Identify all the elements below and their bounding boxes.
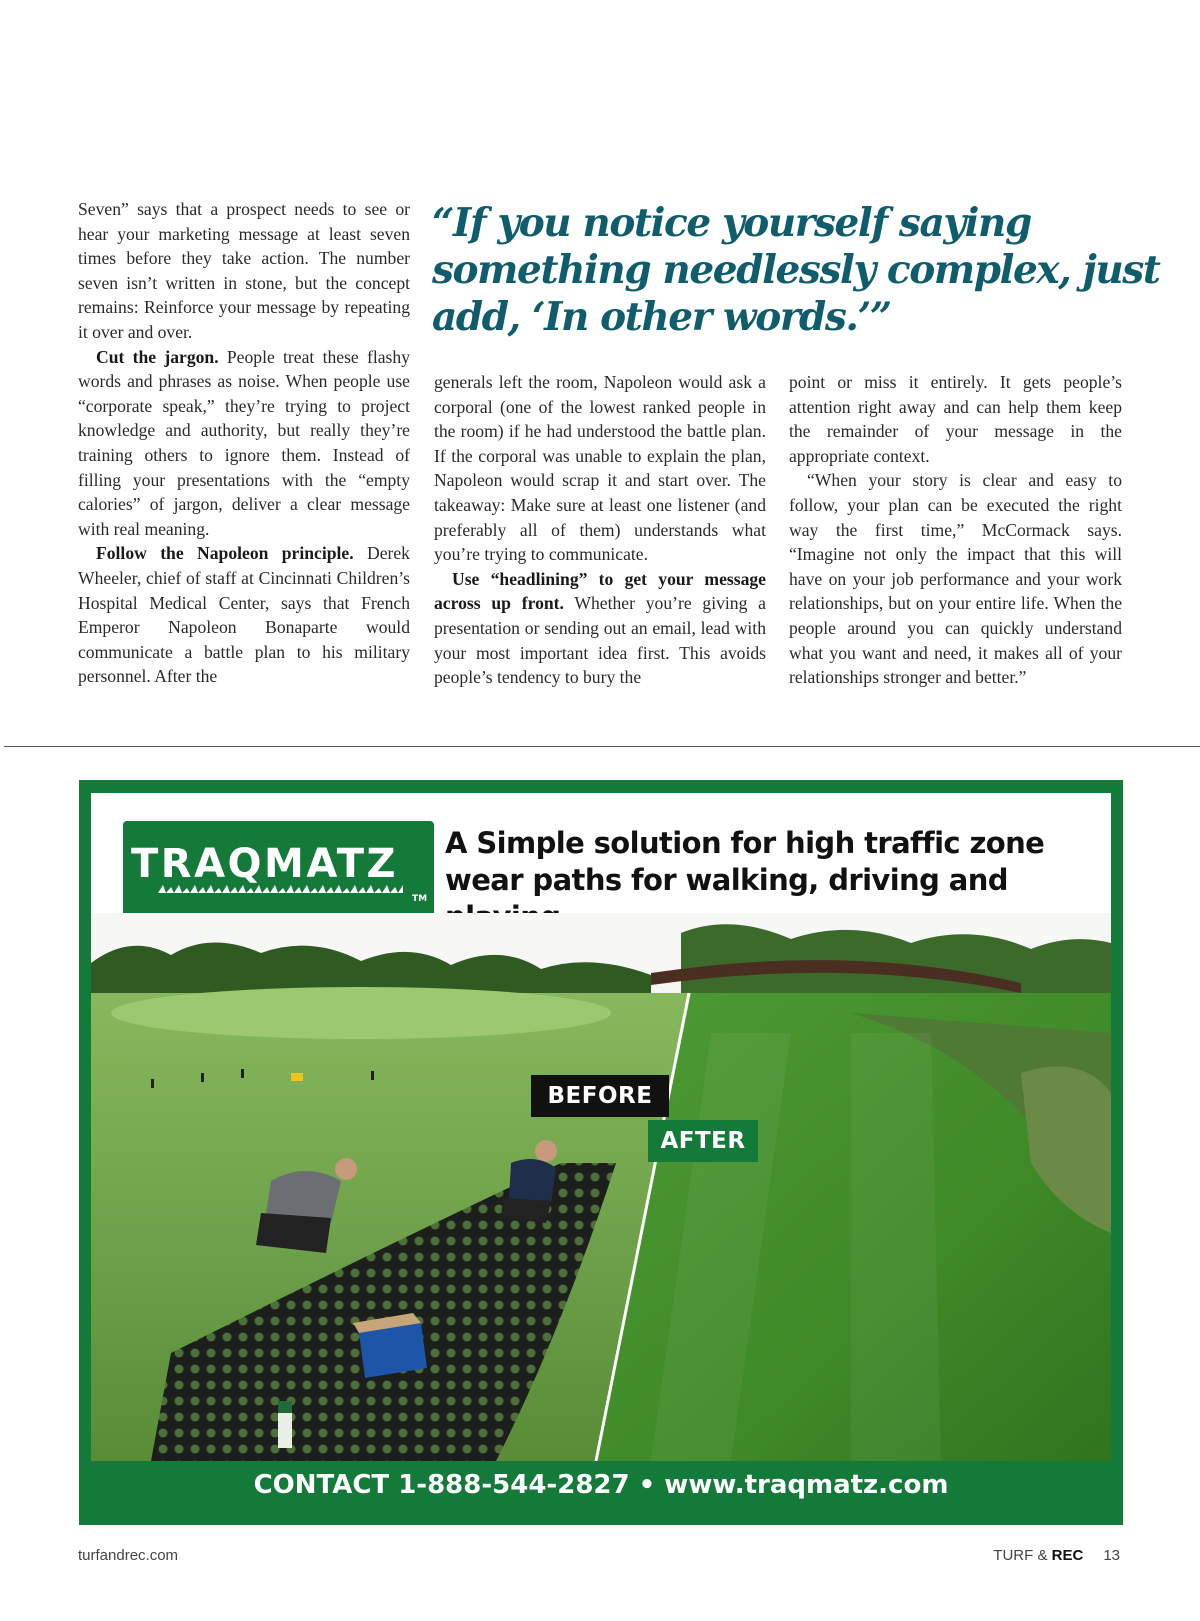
before-after-photo [91, 913, 1111, 1461]
pull-quote: “If you notice yourself saying something needlessly complex, just add, ‘In other words.’” [432, 200, 1160, 340]
article-column-2 [434, 370, 766, 690]
footer-website[interactable]: turfandrec.com [78, 1547, 179, 1564]
trademark-mark: TM [412, 894, 428, 904]
article-paragraph: generals left the room, Napoleon would ask a corporal (one of the lowest ranked people in the room) if he had understood the battle plan. If the corporal was unable to explain the plan, Napoleon would scrap it and start over. The takeaway: Make sure at least one listener (and preferably all of them) understands what you’re trying to communicate. [434, 372, 766, 565]
article-column-3 [789, 370, 1122, 690]
paragraph-text: Whether you’re giving a presentation or sending out an email, lead with your most important idea first. This avoids people’s tendency to bury the [434, 593, 766, 688]
magazine-name: TURF & [993, 1547, 1052, 1564]
paragraph-text: Derek Wheeler, chief of staff at Cincinnati Children’s Hospital Medical Center, says that French Emperor Napoleon Bonaparte would communicate a battle plan to his military personnel. After the [78, 543, 410, 687]
section-divider [4, 746, 1200, 747]
grass-icon [158, 885, 403, 893]
subhead-napoleon: Follow the Napoleon principle. [96, 543, 354, 564]
logo-wordmark: TRAQMATZ [131, 841, 398, 887]
ad-contact-line[interactable]: CONTACT 1-888-544-2827 • www.traqmatz.com [253, 1470, 949, 1500]
traqmatz-advertisement[interactable] [79, 780, 1123, 1525]
page-number: 13 [1103, 1547, 1120, 1564]
after-label: AFTER [648, 1120, 758, 1162]
traqmatz-logo [123, 821, 434, 917]
article-paragraph: “When your story is clear and easy to follow, your plan can be executed the right way the first time,” McCormack says. “Imagine not only the impact that this will have on your job performance and your work relationships, but on your entire life. When the people around you can quickly understand what you want and need, it makes all of your relationships stronger and better.” [789, 470, 1122, 688]
article-paragraph [434, 567, 766, 690]
article-paragraph [78, 345, 410, 542]
subhead-cut-jargon: Cut the jargon. [96, 346, 219, 367]
paragraph-text: People treat these flashy words and phrases as noise. When people use “corporate speak,” they’re trying to project knowledge and authority, but really they’re training others to ignore them. Instead of filling your presentations with the “empty calories” of jargon, deliver a clear message with real meaning. [78, 346, 410, 539]
article-paragraph [78, 541, 410, 689]
before-label: BEFORE [531, 1075, 669, 1117]
article-column-1 [78, 197, 410, 689]
magazine-name-rec: REC [1051, 1547, 1084, 1564]
ad-headline: A Simple solution for high traffic zone wear paths for walking, driving and [445, 826, 1045, 897]
article-paragraph: Seven” says that a prospect needs to see or hear your marketing message at least seven times before they take action. The number seven isn’t written in stone, but the concept remains: Reinforce your message by repeating it over and over. [78, 199, 410, 342]
golf-course-scene [91, 913, 1111, 1461]
footer-magazine-page [993, 1547, 1120, 1564]
subhead-headlining: Use “headlining” to get your message across up front. [434, 568, 766, 614]
ad-header [91, 793, 1111, 913]
article-paragraph: point or miss it entirely. It gets people’s attention right away and can help them keep the remainder of your message in the appropriate context. [789, 372, 1122, 466]
